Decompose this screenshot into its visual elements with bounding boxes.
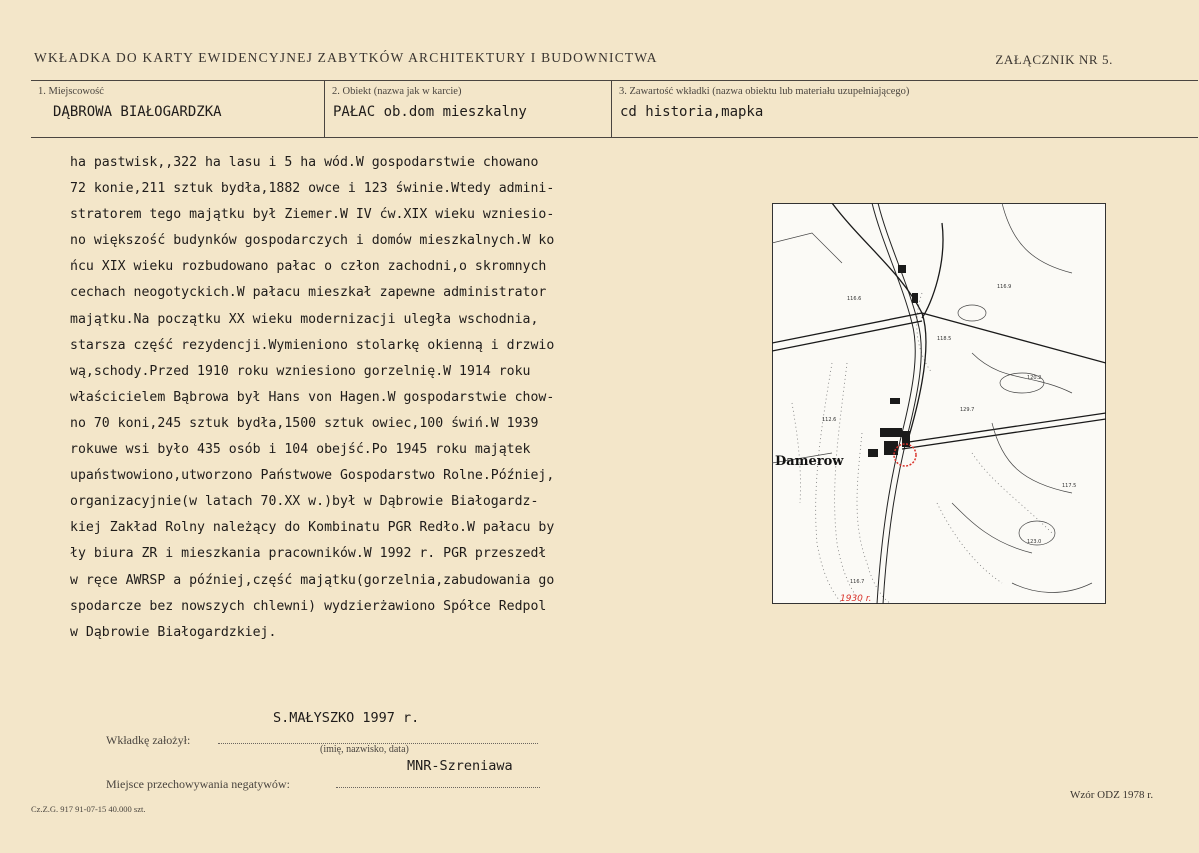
form-reference: Wzór ODZ 1978 r. (1070, 789, 1154, 801)
text-line: stratorem tego majątku był Ziemer.W IV ćw.XIX wieku wzniesio- (70, 207, 555, 223)
text-line: ha pastwisk,,322 ha lasu i 5 ha wód.W gospodarstwie chowano (70, 155, 539, 170)
author-label: Wkładkę założył: (106, 733, 191, 747)
history-text (70, 150, 710, 646)
storage-label: Miejsce przechowywania negatywów: (106, 777, 290, 791)
fields-table (31, 80, 1198, 138)
map-place-label: Damerow (775, 454, 844, 469)
map-height: 129.7 (960, 407, 975, 413)
map-height: 116.7 (850, 579, 865, 585)
field-value-obiekt: PAŁAC ob.dom mieszkalny (333, 104, 527, 120)
text-line: rokuwe wsi było 435 osób i 104 obejść.Po 1945 roku majątek (70, 442, 531, 458)
print-info: Cz.Z.G. 917 91-07-15 40.000 szt. (31, 804, 146, 814)
author-caption: (imię, nazwisko, data) (320, 744, 409, 755)
field-miejscowosc (31, 81, 324, 137)
map-year: 1930 r. (840, 594, 872, 604)
attachment-number: ZAŁĄCZNIK NR 5. (995, 52, 1113, 67)
historical-map (772, 203, 1106, 604)
text-line: w ręce AWRSP a później,część majątku(gorzelnia,zabudowania go (70, 572, 555, 588)
map-height: 118.5 (937, 336, 952, 342)
field-value-miejscowosc: DĄBROWA BIAŁOGARDZKA (53, 104, 222, 120)
author-value: S.MAŁYSZKO 1997 r. (273, 710, 420, 726)
author-row (106, 731, 190, 749)
text-line: właścicielem Bąbrowa był Hans von Hagen.W gospodarstwie chow- (70, 389, 555, 405)
storage-value: MNR-Szreniawa (407, 758, 513, 774)
field-label-obiekt: 2. Obiekt (nazwa jak w karcie) (332, 86, 462, 97)
map-height: 116.9 (997, 284, 1012, 290)
text-line: upaństwowiono,utworzono Państwowe Gospodarstwo Rolne.Później, (70, 468, 555, 484)
field-zawartosc (611, 81, 1198, 137)
text-line: ły biura ZR i mieszkania pracowników.W 1992 r. PGR przeszedł (70, 546, 547, 562)
map-height: 112.6 (822, 417, 837, 423)
storage-row (106, 775, 290, 793)
text-line: starsza część rezydencji.Wymieniono stolarkę okienną i drzwio (70, 337, 555, 353)
text-line: w Dąbrowie Białogardzkiej. (70, 624, 277, 640)
map-height: 123.0 (1027, 539, 1042, 545)
text-line: kiej Zakład Rolny należący do Kombinatu PGR Redło.W pałacu by (70, 520, 555, 536)
map-height: 117.5 (1062, 483, 1077, 489)
text-line: spodarcze bez nowszych chlewni) wydzierżawiono Spółce Redpol (70, 598, 547, 614)
field-label-zawartosc: 3. Zawartość wkładki (nazwa obiektu lub materiału uzupełniającego) (619, 86, 910, 97)
storage-dotted-line (336, 787, 540, 788)
text-line: ńcu XIX wieku rozbudowano pałac o człon zachodni,o skromnych (70, 259, 547, 275)
form-title: WKŁADKA DO KARTY EWIDENCYJNEJ ZABYTKÓW ARCHITEKTURY I BUDOWNICTWA (34, 50, 658, 65)
text-line: majątku.Na początku XX wieku modernizacji uległa wschodnia, (70, 311, 539, 327)
field-value-zawartosc: cd historia,mapka (620, 104, 764, 120)
map-height: 120.2 (1027, 375, 1042, 381)
text-line: no większość budynków gospodarczych i domów mieszkalnych.W ko (70, 233, 555, 249)
map-height: 116.6 (847, 296, 862, 302)
field-obiekt (324, 81, 611, 137)
field-label-miejscowosc: 1. Miejscowość (38, 86, 104, 97)
text-line: 72 konie,211 sztuk bydła,1882 owce i 123 świnie.Wtedy admini- (70, 181, 555, 197)
text-line: wą,schody.Przed 1910 roku wzniesiono gorzelnię.W 1914 roku (70, 363, 531, 379)
text-line: cechach neogotyckich.W pałacu mieszkał zapewne administrator (70, 285, 547, 301)
text-line: organizacyjnie(w latach 70.XX w.)był w Dąbrowie Białogardz- (70, 494, 539, 510)
text-line: no 70 koni,245 sztuk bydła,1500 sztuk owiec,100 świń.W 1939 (70, 415, 539, 431)
